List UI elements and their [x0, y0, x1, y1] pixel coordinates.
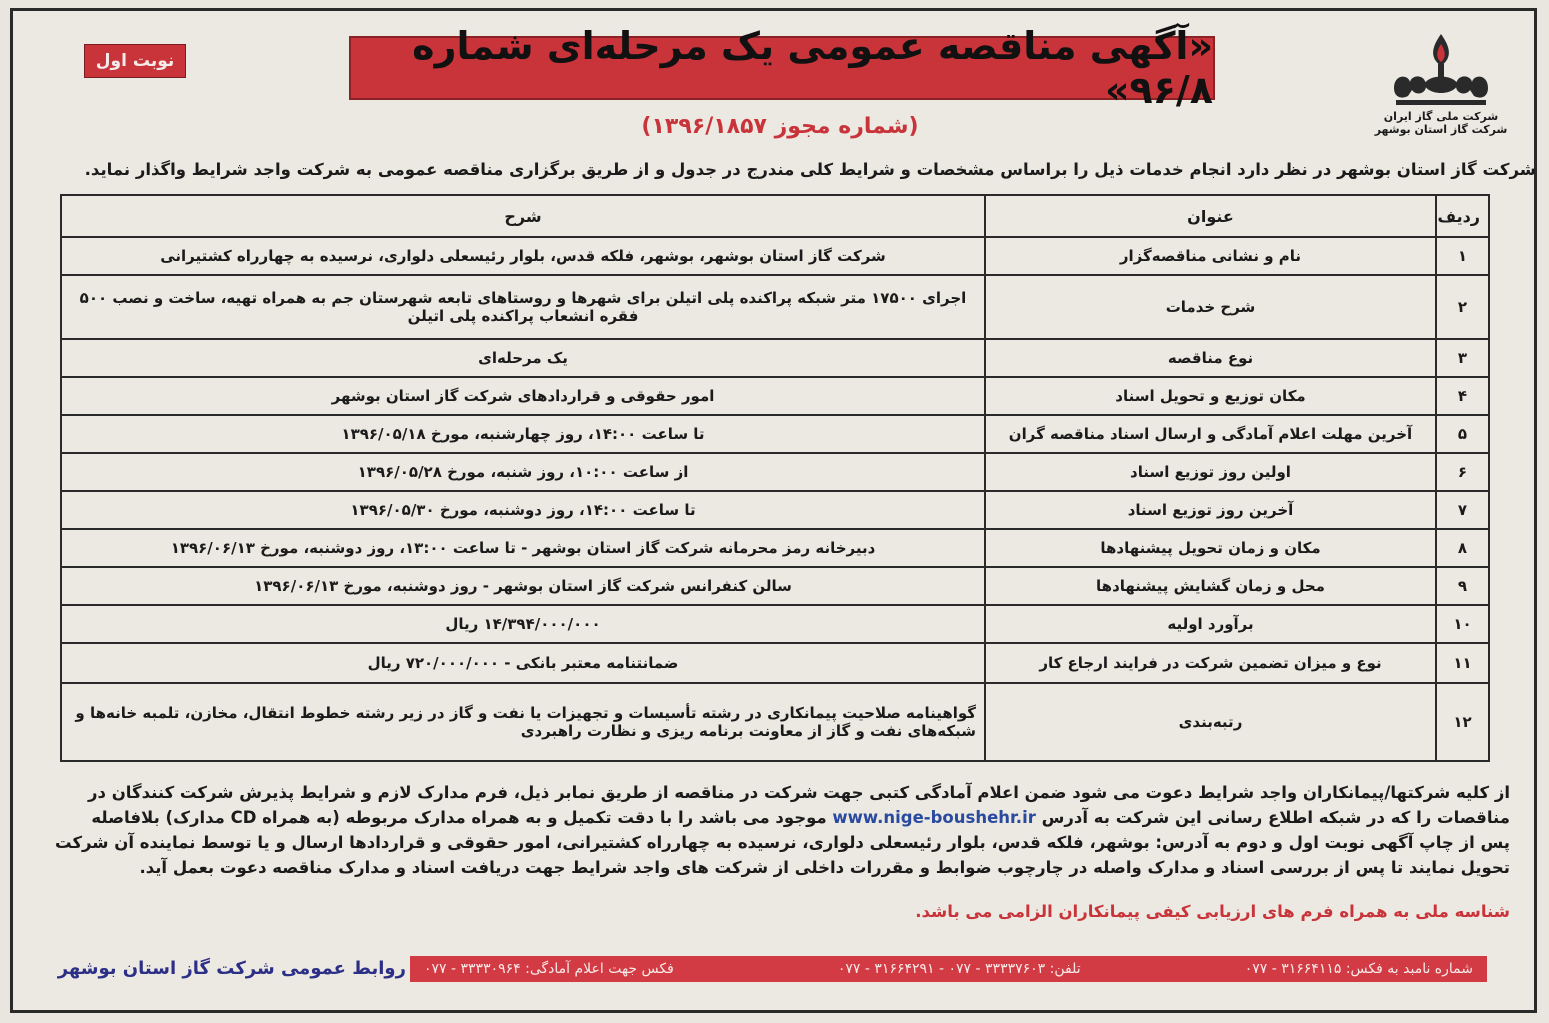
table-row — [61, 275, 1489, 339]
instructions-line: پس از چاپ آگهی نوبت اول و دوم به آدرس: بوشهر، فلکه قدس، بلوار رئیسعلی دلواری، نرسیده به چهارراه کشتیرانی، امور حقوقی و قراردادها ارسال و یا توسط نماینده آن شرکت — [54, 833, 1510, 852]
row-title: نام و نشانی مناقصه‌گزار — [985, 237, 1436, 275]
logo-caption-company: شرکت ملی گاز ایران — [1383, 110, 1499, 123]
contact-bar — [410, 956, 1487, 982]
row-number: ۲ — [1436, 275, 1489, 339]
row-title: نوع مناقصه — [985, 339, 1436, 377]
row-number: ۱۰ — [1436, 605, 1489, 643]
row-description: ۱۴/۳۹۴/۰۰۰/۰۰۰ ریال — [61, 605, 985, 643]
row-number: ۳ — [1436, 339, 1489, 377]
header-title: عنوان — [985, 195, 1436, 237]
row-title: برآورد اولیه — [985, 605, 1436, 643]
row-description: تا ساعت ۱۴:۰۰، روز چهارشنبه، مورخ ۱۳۹۶/۰۵/۱۸ — [61, 415, 985, 453]
row-title: محل و زمان گشایش پیشنهادها — [985, 567, 1436, 605]
row-description: شرکت گاز استان بوشهر، بوشهر، فلکه قدس، بلوار رئیسعلی دلواری، نرسیده به چهارراه کشتیرانی — [61, 237, 985, 275]
row-description: سالن کنفرانس شرکت گاز استان بوشهر - روز دوشنبه، مورخ ۱۳۹۶/۰۶/۱۳ — [61, 567, 985, 605]
table-row — [61, 237, 1489, 275]
row-description: از ساعت ۱۰:۰۰، روز شنبه، مورخ ۱۳۹۶/۰۵/۲۸ — [61, 453, 985, 491]
row-description: امور حقوقی و قراردادهای شرکت گاز استان بوشهر — [61, 377, 985, 415]
instructions-line — [40, 805, 1510, 830]
row-number: ۱۱ — [1436, 643, 1489, 683]
instructions-line: تحویل نمایند تا پس از بررسی اسناد و مدارک واصله در چارچوب ضوابط و مقررات داخلی از شرکت های واجد شرایط جهت دریافت اسناد و مدارک مناقصه دعوت بعمل آید. — [139, 858, 1510, 877]
row-title: نوع و میزان تضمین شرکت در فرایند ارجاع کار — [985, 643, 1436, 683]
header-description: شرح — [61, 195, 985, 237]
row-number: ۵ — [1436, 415, 1489, 453]
table-row — [61, 643, 1489, 683]
table-row — [61, 491, 1489, 529]
table-row — [61, 453, 1489, 491]
gas-company-logo-icon — [1386, 30, 1496, 110]
row-description: اجرای ۱۷۵۰۰ متر شبکه پراکنده پلی اتیلن برای شهرها و روستاهای تابعه شهرستان جم به همراه تهیه، ساخت و نصب ۵۰۰ فقره انشعاب پراکنده پلی اتیلن — [61, 275, 985, 339]
national-id-note: شناسه ملی به همراه فرم های ارزیابی کیفی پیمانکاران الزامی می باشد. — [915, 902, 1510, 921]
table-row — [61, 415, 1489, 453]
readiness-fax: فکس جهت اعلام آمادگی: ۳۳۳۳۰۹۶۴ - ۰۷۷ — [424, 961, 674, 977]
row-description: ضمانتنامه معتبر بانکی - ۷۲۰/۰۰۰/۰۰۰ ریال — [61, 643, 985, 683]
instructions-line: از کلیه شرکتها/پیمانکاران واجد شرایط دعوت می شود ضمن اعلام آمادگی کتبی جهت شرکت در مناقصه از طریق نمابر ذیل، فرم مدارک لازم و شرایط پذیرش شرکت کنندگان در — [88, 783, 1510, 802]
row-description: تا ساعت ۱۴:۰۰، روز دوشنبه، مورخ ۱۳۹۶/۰۵/۳۰ — [61, 491, 985, 529]
intro-paragraph: شرکت گاز استان بوشهر در نظر دارد انجام خدمات ذیل را براساس مشخصات و شرایط کلی مندرج در جدول و از طریق برگزاری مناقصه عمومی به شرکت واجد شرایط واگذار نماید. — [84, 160, 1536, 179]
table-row — [61, 339, 1489, 377]
row-title: مکان توزیع و تحویل اسناد — [985, 377, 1436, 415]
tender-title: «آگهی مناقصه عمومی یک مرحله‌ای شماره ۹۶/۸» — [349, 36, 1215, 100]
table-row — [61, 605, 1489, 643]
row-number: ۹ — [1436, 567, 1489, 605]
row-title: اولین روز توزیع اسناد — [985, 453, 1436, 491]
public-relations-signature: روابط عمومی شرکت گاز استان بوشهر — [57, 958, 406, 979]
row-title: شرح خدمات — [985, 275, 1436, 339]
row-number: ۶ — [1436, 453, 1489, 491]
website-link[interactable]: www.nige-boushehr.ir — [832, 808, 1036, 827]
row-number: ۱۲ — [1436, 683, 1489, 761]
table-row — [61, 683, 1489, 761]
table-row — [61, 377, 1489, 415]
phone-numbers: تلفن: ۳۳۳۳۷۶۰۳ - ۰۷۷ - ۳۱۶۶۴۲۹۱ - ۰۷۷ — [837, 961, 1081, 977]
permit-number: (شماره مجوز ۱۳۹۶/۱۸۵۷) — [641, 114, 919, 139]
table-row — [61, 567, 1489, 605]
row-title: رتبه‌بندی — [985, 683, 1436, 761]
fax-number: شماره نامبد به فکس: ۳۱۶۶۴۱۱۵ - ۰۷۷ — [1244, 961, 1473, 977]
table-header-row — [61, 195, 1489, 237]
publication-round-badge: نوبت اول — [84, 44, 186, 78]
tender-spec-table — [60, 194, 1490, 762]
company-logo — [1371, 30, 1511, 150]
row-description: دبیرخانه رمز محرمانه شرکت گاز استان بوشهر - تا ساعت ۱۳:۰۰، روز دوشنبه، مورخ ۱۳۹۶/۰۶/۱۳ — [61, 529, 985, 567]
row-number: ۷ — [1436, 491, 1489, 529]
row-title: آخرین مهلت اعلام آمادگی و ارسال اسناد مناقصه گران — [985, 415, 1436, 453]
row-title: آخرین روز توزیع اسناد — [985, 491, 1436, 529]
instructions-fragment: موجود می باشد را با دقت تکمیل و به همراه مدارک مربوطه (به همراه CD مدارک) بلافاصله — [91, 808, 827, 827]
row-description: یک مرحله‌ای — [61, 339, 985, 377]
header-row-number: ردیف — [1436, 195, 1489, 237]
row-description: گواهینامه صلاحیت پیمانکاری در رشته تأسیسات و تجهیزات یا نفت و گاز در زیر رشته خطوط انتقال، مخازن، تلمبه خانه‌ها و شبکه‌های نفت و گاز از معاونت برنامه ریزی و نظارت راهبردی — [61, 683, 985, 761]
table-row — [61, 529, 1489, 567]
row-number: ۸ — [1436, 529, 1489, 567]
row-number: ۴ — [1436, 377, 1489, 415]
row-number: ۱ — [1436, 237, 1489, 275]
logo-caption-province: شرکت گاز استان بوشهر — [1374, 123, 1508, 136]
instructions-paragraph — [40, 780, 1510, 880]
instructions-fragment: مناقصات را که در شبکه اطلاع رسانی این شرکت به آدرس — [1041, 808, 1510, 827]
row-title: مکان و زمان تحویل پیشنهادها — [985, 529, 1436, 567]
